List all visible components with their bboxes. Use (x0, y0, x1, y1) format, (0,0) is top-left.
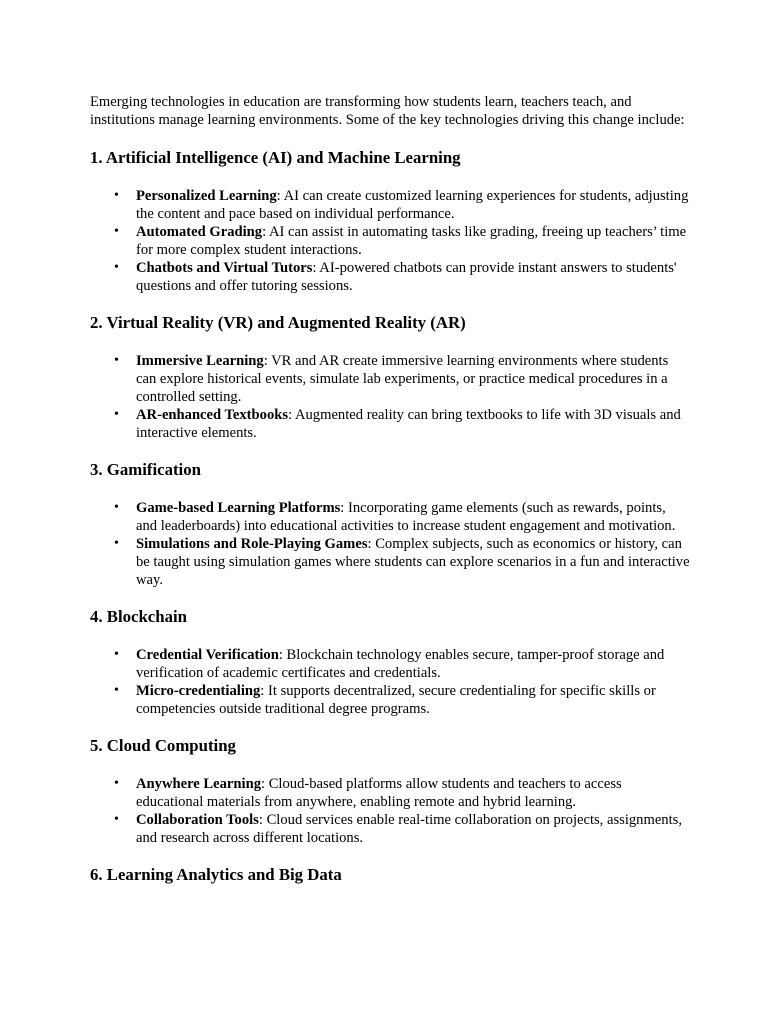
item-description: : Cloud-based platforms allow students and teachers to access educational materials from anywhere, enabling remote and hybrid learning. (136, 776, 622, 810)
list-item (114, 352, 690, 406)
bullet-icon: • (114, 260, 119, 275)
item-term: Anywhere Learning (136, 776, 261, 792)
bullet-icon: • (114, 812, 119, 827)
bullet-list (90, 646, 690, 718)
bullet-icon: • (114, 536, 119, 551)
list-item (114, 187, 690, 223)
bullet-icon: • (114, 683, 119, 698)
item-term: Automated Grading (136, 224, 263, 240)
section-heading: 2. Virtual Reality (VR) and Augmented Reality (AR) (90, 313, 466, 332)
item-term: Game-based Learning Platforms (136, 500, 341, 516)
list-item (114, 646, 690, 682)
bullet-list (90, 775, 690, 847)
list-item (114, 535, 690, 589)
item-description: : VR and AR create immersive learning environments where students can explore historical events, simulate lab experiments, or practice medical procedures in a controlled setting. (136, 353, 669, 405)
bullet-list (90, 352, 690, 442)
item-description: : Incorporating game elements (such as rewards, points, and leaderboards) into educational activities to increase student engagement and motivation. (136, 500, 676, 534)
bullet-list (90, 187, 690, 295)
list-item (114, 223, 690, 259)
bullet-icon: • (114, 500, 119, 515)
list-item (114, 499, 690, 535)
item-term: Immersive Learning (136, 353, 264, 369)
section-heading: 3. Gamification (90, 460, 201, 479)
bullet-icon: • (114, 353, 119, 368)
item-description: : AI can assist in automating tasks like grading, freeing up teachers’ time for more complex student interactions. (136, 224, 687, 258)
bullet-icon: • (114, 407, 119, 422)
section-heading: 4. Blockchain (90, 607, 187, 626)
bullet-icon: • (114, 776, 119, 791)
item-term: Chatbots and Virtual Tutors (136, 260, 313, 276)
item-description: : Cloud services enable real-time collaboration on projects, assignments, and research across different locations. (136, 812, 682, 846)
item-term: Credential Verification (136, 647, 279, 663)
item-description: : AI-powered chatbots can provide instant answers to students' questions and offer tutoring sessions. (136, 260, 677, 294)
list-item (114, 406, 690, 442)
item-term: Micro-credentialing (136, 683, 261, 699)
list-item (114, 811, 690, 847)
sections-container (90, 148, 690, 885)
item-term: Simulations and Role-Playing Games (136, 536, 368, 552)
item-description: : Augmented reality can bring textbooks to life with 3D visuals and interactive elements. (136, 407, 681, 441)
bullet-list (90, 499, 690, 589)
item-term: Collaboration Tools (136, 812, 259, 828)
list-item (114, 775, 690, 811)
item-term: Personalized Learning (136, 188, 277, 204)
item-description: : Complex subjects, such as economics or history, can be taught using simulation games where students can explore scenarios in a fun and interactive way. (136, 536, 690, 588)
item-term: AR-enhanced Textbooks (136, 407, 289, 423)
section-heading: 5. Cloud Computing (90, 736, 236, 755)
item-description: : Blockchain technology enables secure, tamper-proof storage and verification of academic certificates and credentials. (136, 647, 665, 681)
document-page (90, 94, 690, 904)
section-heading: 6. Learning Analytics and Big Data (90, 865, 342, 884)
bullet-icon: • (114, 188, 119, 203)
section-heading: 1. Artificial Intelligence (AI) and Machine Learning (90, 148, 461, 167)
list-item (114, 682, 690, 718)
intro-paragraph: Emerging technologies in education are transforming how students learn, teachers teach, and institutions manage learning environments. Some of the key technologies driving this change include: (90, 94, 685, 128)
item-description: : AI can create customized learning experiences for students, adjusting the content and pace based on individual performance. (136, 188, 689, 222)
bullet-icon: • (114, 647, 119, 662)
item-description: : It supports decentralized, secure credentialing for specific skills or competencies outside traditional degree programs. (136, 683, 656, 717)
list-item (114, 259, 690, 295)
bullet-icon: • (114, 224, 119, 239)
